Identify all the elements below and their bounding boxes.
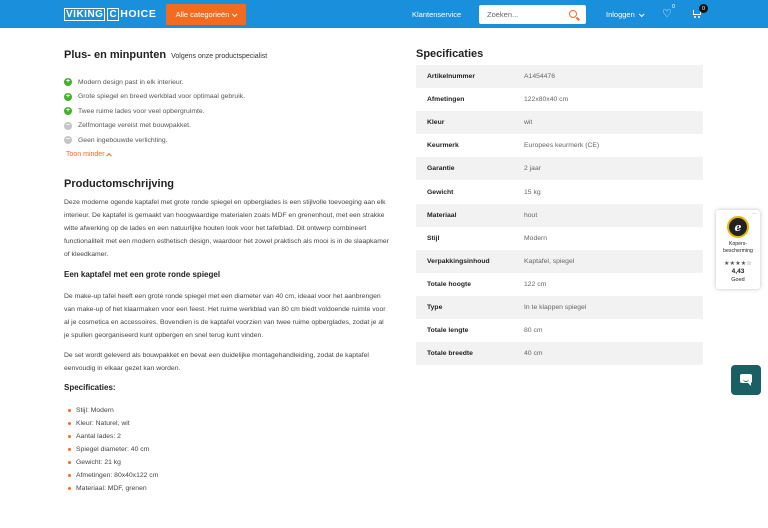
- plus-icon: +: [65, 92, 71, 100]
- spec-value: hout: [524, 204, 703, 227]
- list-item: [64, 404, 158, 417]
- pros-cons-item: [64, 90, 245, 105]
- list-item-text: Aantal lades: 2: [76, 433, 121, 440]
- logo-part-c: C: [109, 8, 118, 20]
- spec-key: Materiaal: [416, 204, 524, 227]
- spec-key: Afmetingen: [427, 96, 465, 104]
- search-box: [479, 5, 586, 24]
- spec-key: Garantie: [416, 157, 524, 180]
- trust-label: Kopers-bescherming: [723, 241, 753, 254]
- spec-key: Totale breedte: [416, 342, 524, 365]
- spec-key: Keurmerk: [427, 142, 459, 150]
- spec-key: Gewicht: [427, 188, 454, 196]
- spec-key: Totale hoogte: [427, 280, 472, 288]
- pros-cons-item-text: Twee ruime lades voor veel opbergruimte.: [78, 107, 205, 115]
- pros-cons-item: [64, 104, 245, 119]
- spec-value: In te klappen spiegel: [524, 296, 703, 319]
- cart-count-badge: 0: [699, 4, 708, 13]
- table-row: [416, 250, 703, 273]
- minus-icon: −: [65, 136, 71, 144]
- list-item: [64, 430, 158, 443]
- chevron-down-icon: [232, 11, 238, 17]
- list-item: [64, 417, 158, 430]
- minus-icon: −: [65, 121, 71, 129]
- chat-icon: [740, 374, 752, 383]
- search-input[interactable]: [479, 5, 559, 24]
- description-spec-list: [64, 404, 158, 495]
- list-item-text: Stijl: Modern: [76, 407, 114, 414]
- bullet-icon: [68, 409, 71, 412]
- pros-cons-item: [64, 75, 245, 90]
- spec-value: 2 jaar: [524, 157, 703, 180]
- login-button[interactable]: [606, 10, 643, 19]
- login-label: Inloggen: [606, 10, 635, 19]
- spec-value: 15 kg: [524, 188, 541, 196]
- pros-cons-item: [64, 119, 245, 134]
- list-item-text: Afmetingen: 80x40x122 cm: [76, 472, 159, 479]
- pros-cons-title: [64, 49, 267, 61]
- pros-cons-heading: Plus- en minpunten: [64, 49, 167, 61]
- search-icon[interactable]: [569, 10, 577, 18]
- bullet-icon: [68, 422, 71, 425]
- table-row: [416, 319, 703, 342]
- heart-icon[interactable]: ♡: [662, 8, 672, 20]
- cart-wheel-shape: [698, 16, 700, 18]
- spec-value: 122x80x40 cm: [524, 96, 569, 104]
- list-item: [64, 443, 158, 456]
- show-less-label: Toon minder: [66, 151, 105, 158]
- description-paragraph: De set wordt geleverd als bouwpakket en bevat een duidelijke montagehandleiding, zodat de kaptafel eenvoudig in elkaar gezet kan worden.: [64, 352, 369, 372]
- trust-seal-icon: [727, 216, 749, 238]
- list-item-text: Kleur: Naturel, wit: [76, 420, 130, 427]
- plus-icon: +: [65, 107, 71, 115]
- spec-key: Artikelnummer: [416, 65, 524, 88]
- description-paragraph: De make-up tafel heeft een grote ronde spiegel met een diameter van 40 cm, ideaal voor het aanbrengen van make-up of het klaarmaken voor een feest. Het ruime werkblad van 80 cm biedt voldoende ruimte voor al je cosmetica en accessoires. Bovendien is de kaptafel voorzien van twee ruime opberglades, zodat je al je spullen georganiseerd kunt opbergen en snel terug kunt vinden.: [64, 293, 386, 339]
- bullet-icon: [68, 474, 71, 477]
- top-bar: [0, 0, 768, 28]
- description-subheading: Een kaptafel met een grote ronde spiegel: [64, 270, 221, 279]
- table-row: [416, 204, 703, 227]
- categories-label: Alle categorieën: [175, 10, 230, 19]
- trusted-shops-badge[interactable]: [716, 210, 760, 289]
- list-item: [64, 469, 158, 482]
- site-logo[interactable]: [64, 7, 157, 21]
- specifications-title: Specificaties: [416, 48, 484, 60]
- pros-cons-item-text: Grote spiegel en breed werkblad voor optimaal gebruik.: [78, 93, 245, 101]
- chevron-down-icon: [639, 11, 645, 17]
- spec-value: Modern: [524, 234, 548, 242]
- spec-value: wit: [524, 111, 703, 134]
- bullet-icon: [68, 448, 71, 451]
- wishlist-count-badge: 0: [672, 4, 676, 10]
- table-row: [416, 157, 703, 180]
- table-row: [416, 111, 703, 134]
- badge-menu-icon[interactable]: ⋯: [752, 211, 757, 217]
- table-row: [416, 342, 703, 365]
- pros-cons-list: [64, 75, 245, 148]
- pros-cons-subtitle: Volgens onze productspecialist: [171, 53, 268, 60]
- spec-value: Kaptafel, spiegel: [524, 250, 703, 273]
- plus-icon: +: [65, 78, 71, 86]
- bullet-icon: [68, 487, 71, 490]
- chevron-up-icon: [106, 153, 111, 158]
- logo-part-hoice: HOICE: [120, 8, 157, 20]
- spec-value: 122 cm: [524, 280, 547, 288]
- pros-cons-item-text: Zelfmontage vereist met bouwpakket.: [78, 122, 191, 130]
- bullet-icon: [68, 435, 71, 438]
- specifications-table: [416, 65, 703, 365]
- categories-button[interactable]: [166, 4, 246, 25]
- list-item: [64, 482, 158, 495]
- description-specs-heading: Specificaties:: [64, 383, 116, 392]
- pros-cons-item-text: Geen ingebouwde verlichting.: [78, 136, 168, 144]
- logo-part-viking: VIKING: [66, 8, 104, 20]
- table-row: [416, 227, 703, 250]
- customer-service-link[interactable]: Klantenservice: [412, 10, 462, 19]
- spec-value: 40 cm: [524, 342, 703, 365]
- list-item: [64, 456, 158, 469]
- table-row: [416, 88, 703, 111]
- spec-key: Stijl: [427, 234, 440, 242]
- spec-key: Totale lengte: [427, 327, 469, 335]
- table-row: [416, 180, 703, 203]
- rating-word: Goed: [731, 277, 745, 283]
- table-row: [416, 296, 703, 319]
- spec-value: A1454476: [524, 65, 703, 88]
- bullet-icon: [68, 461, 71, 464]
- list-item-text: Spiegel diameter: 40 cm: [76, 446, 150, 453]
- spec-value: 80 cm: [524, 327, 543, 335]
- spec-key: Type: [416, 296, 524, 319]
- show-less-toggle[interactable]: [66, 151, 111, 158]
- trust-seal-letter: e: [734, 220, 742, 234]
- rating-score: 4,43: [731, 268, 745, 275]
- list-item-text: Gewicht: 21 kg: [76, 459, 121, 466]
- spec-value: Europees keurmerk (CE): [524, 142, 600, 150]
- list-item-text: Materiaal: MDF, grenen: [76, 485, 147, 492]
- spec-key: Kleur: [416, 111, 524, 134]
- table-row: [416, 134, 703, 157]
- table-row: [416, 65, 703, 88]
- rating-stars-icon: ★★★★☆: [724, 261, 752, 267]
- description-title: Productomschrijving: [64, 178, 175, 190]
- spec-key: Verpakkingsinhoud: [416, 250, 524, 273]
- table-row: [416, 273, 703, 296]
- description-paragraph: Deze moderne ogende kaptafel met grote ronde spiegel en opberglades is een stijlvolle toevoeging aan elk interieur. De kaptafel is gemaakt van hoogwaardige materialen zoals MDF en grenenhout, met een strakke witte afwerking op de lades en een natuurlijke houten look voor het tafelblad. Dit ontwerp combineert functionaliteit met een modern esthetisch design, waardoor het zowel praktisch als mooi is in de slaapkamer of kleedkamer.: [64, 199, 389, 258]
- pros-cons-item-text: Modern design past in elk interieur.: [78, 78, 184, 86]
- pros-cons-item: [64, 133, 245, 148]
- chat-button[interactable]: [731, 365, 761, 395]
- cart-wheel-shape: [694, 16, 696, 18]
